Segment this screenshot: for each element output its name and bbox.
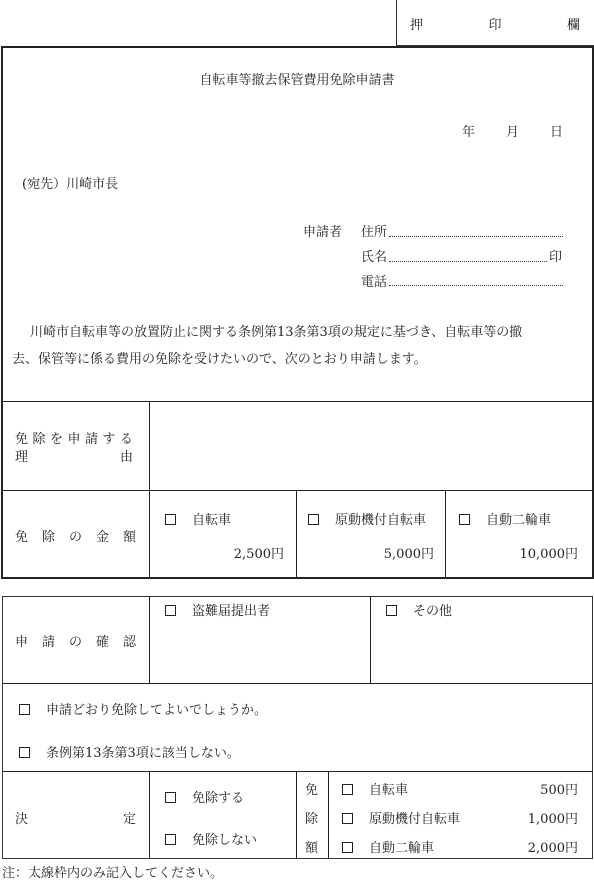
checkbox[interactable] xyxy=(19,704,30,715)
check-approve[interactable]: 申請どおり免除してよいでしょうか。 xyxy=(19,699,267,718)
grid-line xyxy=(296,490,297,578)
date-year: 年 xyxy=(462,125,476,140)
grid-line xyxy=(3,771,592,772)
grid-line xyxy=(2,490,593,491)
checkbox[interactable] xyxy=(19,747,30,758)
checkbox[interactable] xyxy=(165,605,176,616)
date-day: 日 xyxy=(550,125,564,140)
checkbox[interactable] xyxy=(342,784,353,795)
addressee: (宛先）川崎市長 xyxy=(22,177,119,192)
amount-price-moped: 5,000円 xyxy=(383,547,434,562)
exempt-amount-label-2: 除 xyxy=(305,812,319,827)
grid-line xyxy=(370,597,371,683)
checkbox[interactable] xyxy=(165,834,176,845)
decision-label: 決 定 xyxy=(15,812,136,827)
grid-line xyxy=(149,597,150,683)
name-label: 氏名 xyxy=(361,250,388,265)
amount-option-bicycle[interactable]: 自転車 xyxy=(165,509,231,528)
amount-option-motorcycle[interactable]: 自動二輪車 xyxy=(459,509,551,528)
phone-field[interactable] xyxy=(389,285,563,286)
decision-price-motorcycle: 2,000円 xyxy=(527,841,578,856)
grid-line xyxy=(445,490,446,578)
decision-amount-moped[interactable]: 原動機付自転車 xyxy=(342,808,460,827)
decision-price-bicycle: 500円 xyxy=(540,783,578,798)
checkbox[interactable] xyxy=(165,514,176,525)
checkbox[interactable] xyxy=(342,842,353,853)
checkbox[interactable] xyxy=(308,514,319,525)
phone-label: 電話 xyxy=(361,275,388,290)
checkbox[interactable] xyxy=(386,605,397,616)
confirm-option-other[interactable]: その他 xyxy=(386,600,452,619)
exempt-amount-label-3: 額 xyxy=(305,841,319,856)
amount-price-motorcycle: 10,000円 xyxy=(519,547,578,562)
decision-amount-motorcycle[interactable]: 自動二輪車 xyxy=(342,837,434,856)
amount-option-moped[interactable]: 原動機付自転車 xyxy=(308,509,426,528)
grid-line xyxy=(3,683,592,684)
decision-option-exempt[interactable]: 免除する xyxy=(165,787,244,806)
reason-label-line1: 免 除 を 申 請 す る xyxy=(15,432,133,447)
grid-line xyxy=(328,772,329,858)
name-field[interactable] xyxy=(389,261,547,262)
form-title: 自転車等撤去保管費用免除申請書 xyxy=(199,73,395,88)
check-not-applicable[interactable]: 条例第13条第3項に該当しない。 xyxy=(19,742,240,761)
checkbox[interactable] xyxy=(165,792,176,803)
address-field[interactable] xyxy=(389,236,563,237)
reason-input[interactable] xyxy=(151,403,591,488)
decision-amount-bicycle[interactable]: 自転車 xyxy=(342,779,408,798)
footnote: 注：太線枠内のみ記入してください。 xyxy=(2,866,224,881)
body-line-2: 去、保管等に係る費用の免除を受けたいので、次のとおり申請します。 xyxy=(12,352,427,367)
applicant-label: 申請者 xyxy=(303,225,343,240)
confirm-option-theft-report[interactable]: 盗難届提出者 xyxy=(165,600,270,619)
grid-line xyxy=(296,772,297,858)
address-label: 住所 xyxy=(361,225,388,240)
grid-line xyxy=(2,401,593,402)
checkbox[interactable] xyxy=(342,813,353,824)
exempt-amount-label-1: 免 xyxy=(305,783,319,798)
date-month: 月 xyxy=(506,125,520,140)
seal-label: 押 印 欄 xyxy=(410,18,580,33)
reason-label-line2: 理 由 xyxy=(15,450,133,465)
body-line-1: 川崎市自転車等の放置防止に関する条例第13条第3項の規定に基づき、自転車等の撤 xyxy=(30,325,523,340)
decision-option-not-exempt[interactable]: 免除しない xyxy=(165,829,257,848)
decision-price-moped: 1,000円 xyxy=(527,812,578,827)
amount-label: 免 除 の 金 額 xyxy=(15,530,136,545)
amount-price-bicycle: 2,500円 xyxy=(233,547,284,562)
checkbox[interactable] xyxy=(459,514,470,525)
confirm-label: 申 請 の 確 認 xyxy=(15,635,136,650)
seal-mark: 印 xyxy=(549,250,563,265)
grid-line xyxy=(149,772,150,858)
